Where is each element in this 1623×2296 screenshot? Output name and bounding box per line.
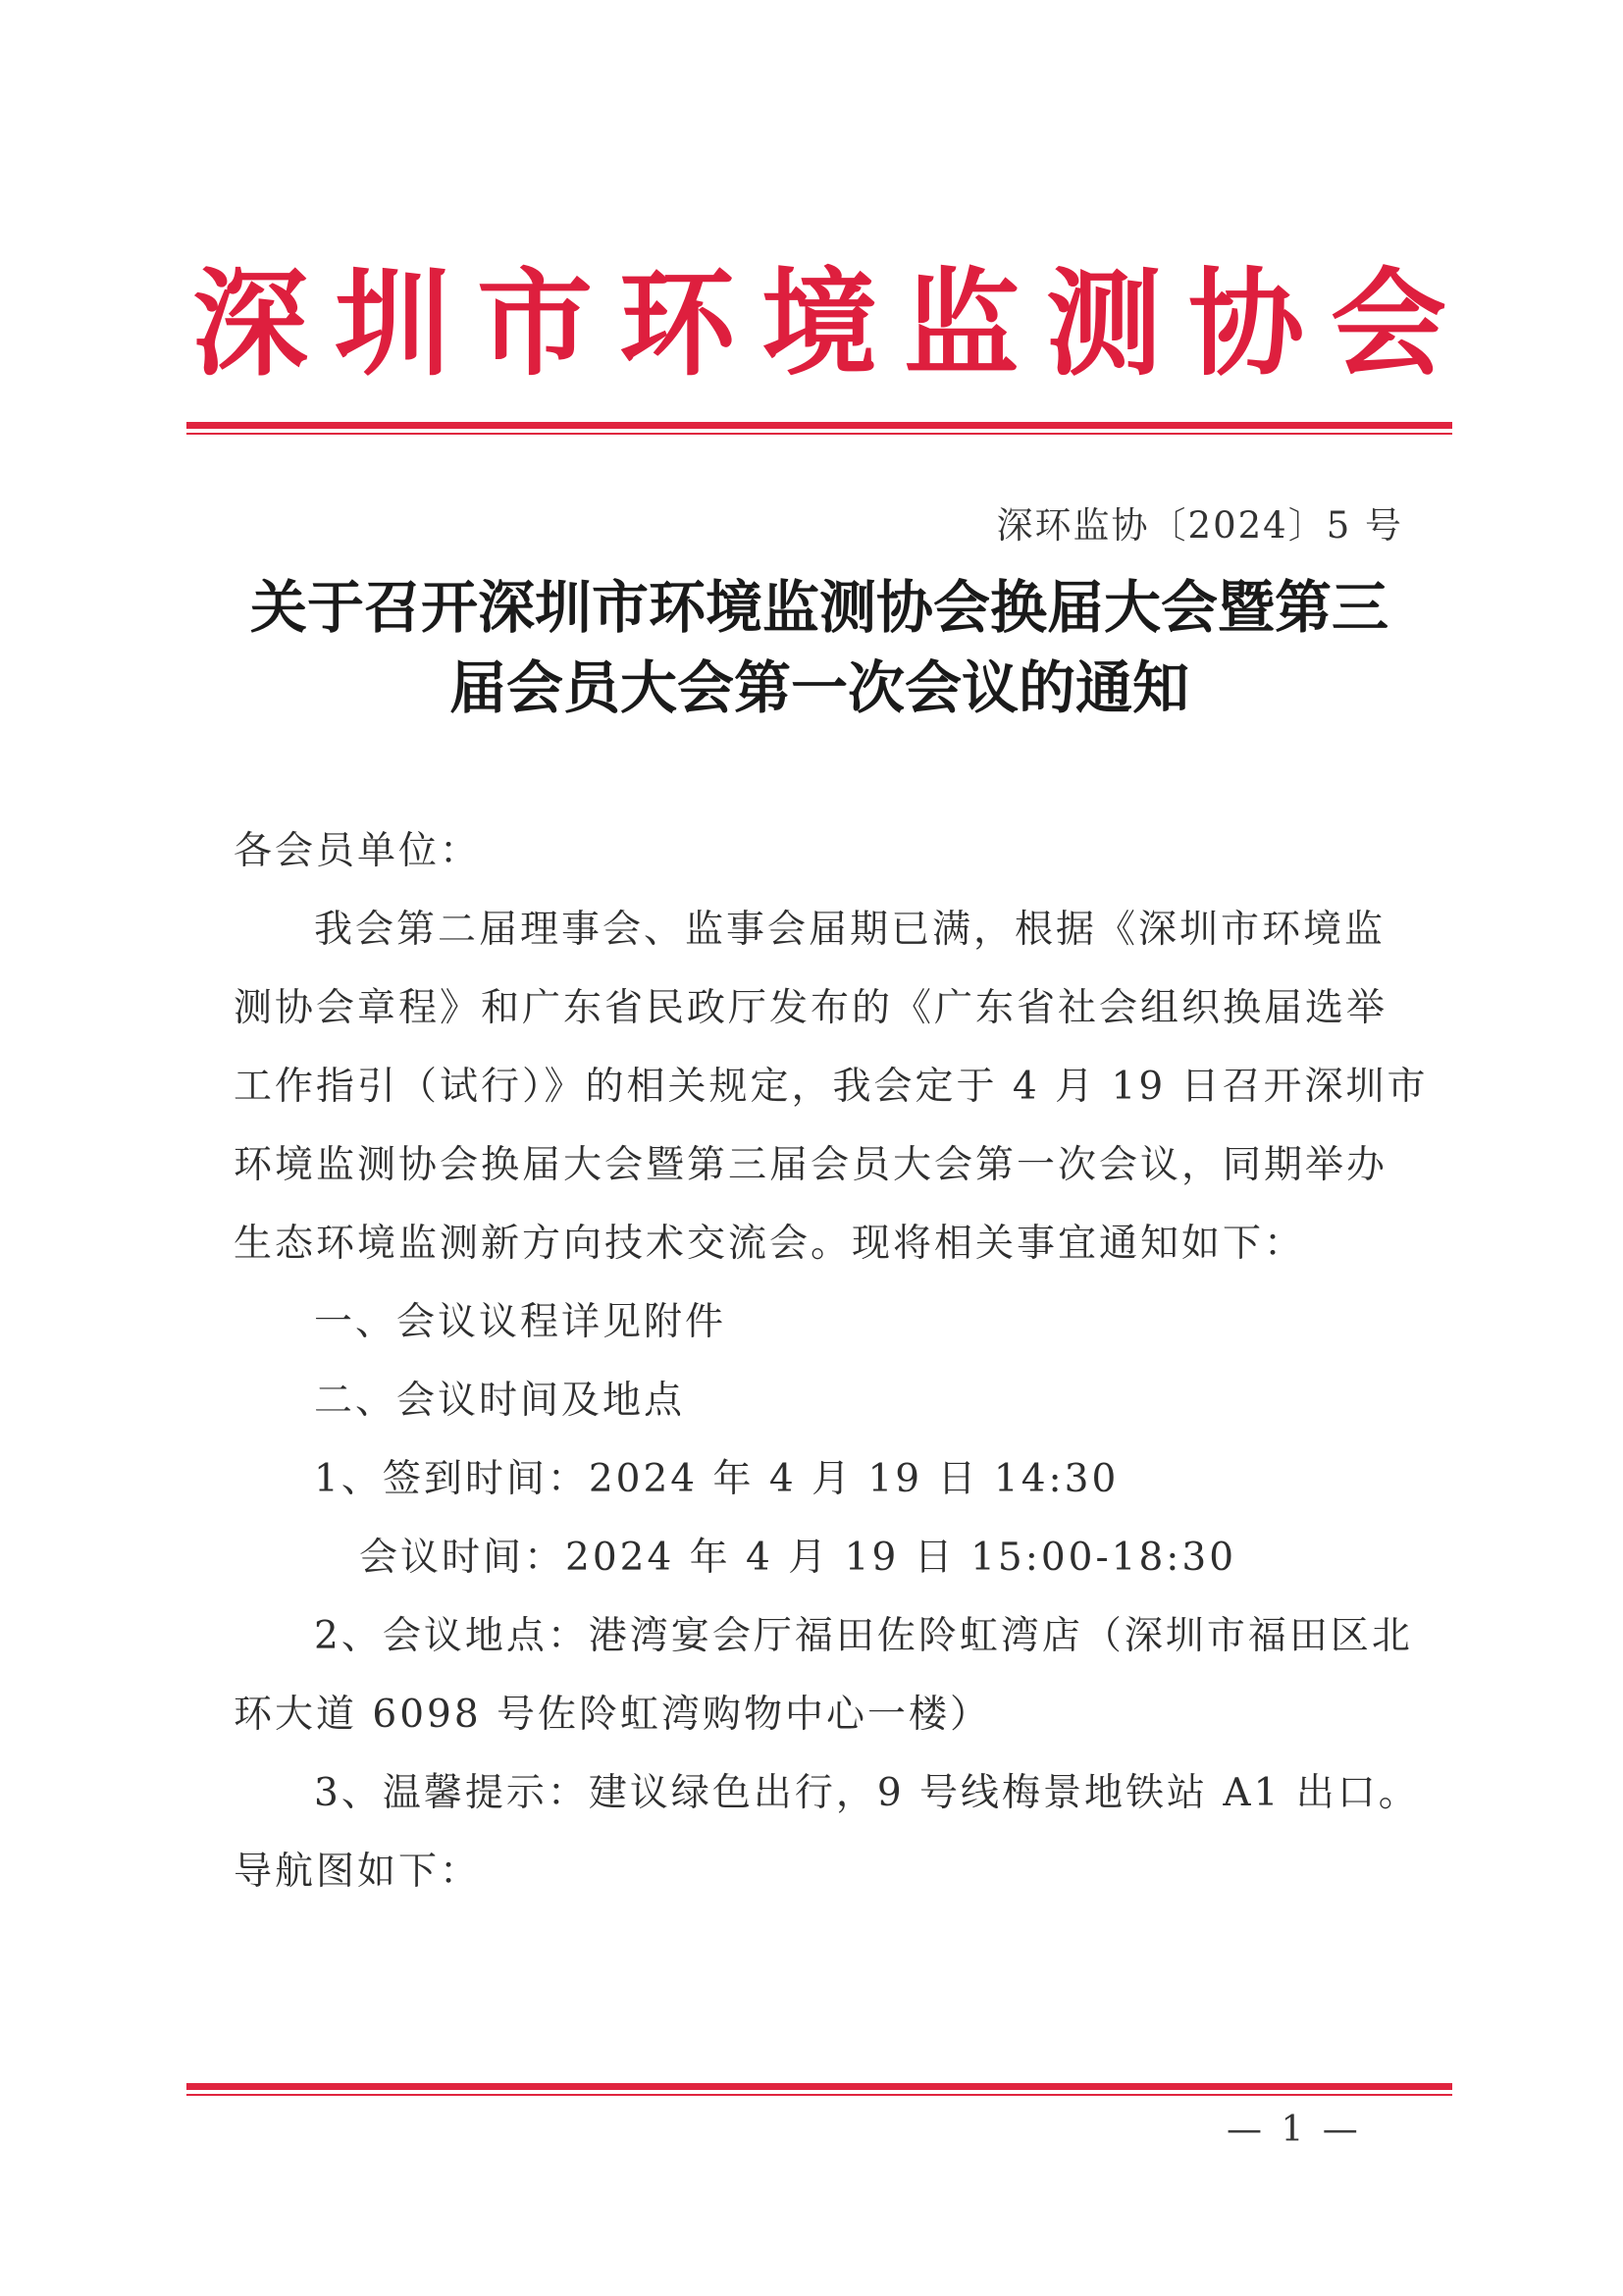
meeting-venue-line: 环大道 6098 号佐阾虹湾购物中心一楼）	[234, 1693, 992, 1737]
travel-tip-line: 3、温馨提示：建议绿色出行，9 号线梅景地铁站 A1 出口。	[314, 1771, 1420, 1815]
section-heading-time-place: 二、会议时间及地点	[314, 1379, 686, 1423]
meeting-time: 会议时间：2024 年 4 月 19 日 15:00-18:30	[359, 1536, 1237, 1580]
document-number: 深环监协〔2024〕5 号	[996, 504, 1403, 547]
org-header-char: 境	[760, 256, 877, 391]
org-header-char: 圳	[334, 256, 450, 391]
org-header-char: 市	[476, 256, 593, 391]
document-title-line: 关于召开深圳市环境监测协会换届大会暨第三	[249, 574, 1388, 641]
body-paragraph-line: 工作指引（试行）》的相关规定，我会定于 4 月 19 日召开深圳市	[234, 1065, 1429, 1109]
org-header-title	[186, 245, 1452, 402]
page-number: — 1 —	[1227, 2110, 1362, 2150]
salutation: 各会员单位：	[234, 829, 482, 873]
header-red-divider	[186, 422, 1452, 435]
document-title-line: 届会员大会第一次会议的通知	[448, 654, 1189, 721]
document-body	[234, 812, 1429, 1911]
org-header-char: 会	[1330, 256, 1446, 391]
document-title	[186, 567, 1452, 728]
org-header-char: 监	[903, 256, 1020, 391]
checkin-time: 1、签到时间：2024 年 4 月 19 日 14:30	[314, 1457, 1120, 1501]
org-header-char: 测	[1045, 256, 1162, 391]
body-paragraph-line: 我会第二届理事会、监事会届期已满，根据《深圳市环境监	[314, 908, 1387, 952]
meeting-venue-line: 2、会议地点：港湾宴会厅福田佐阾虹湾店（深圳市福田区北	[314, 1614, 1413, 1658]
travel-tip-line: 导航图如下：	[234, 1850, 482, 1894]
section-heading-agenda: 一、会议议程详见附件	[314, 1300, 727, 1344]
org-header-char: 深	[191, 256, 308, 391]
org-header-char: 环	[618, 256, 735, 391]
body-paragraph-line: 环境监测协会换届大会暨第三届会员大会第一次会议，同期举办	[234, 1143, 1388, 1187]
footer-red-divider	[186, 2083, 1452, 2096]
org-header-char: 协	[1187, 256, 1304, 391]
body-paragraph-line: 测协会章程》和广东省民政厅发布的《广东省社会组织换届选举	[234, 986, 1388, 1030]
body-paragraph-line: 生态环境监测新方向技术交流会。现将相关事宜通知如下：	[234, 1222, 1306, 1266]
